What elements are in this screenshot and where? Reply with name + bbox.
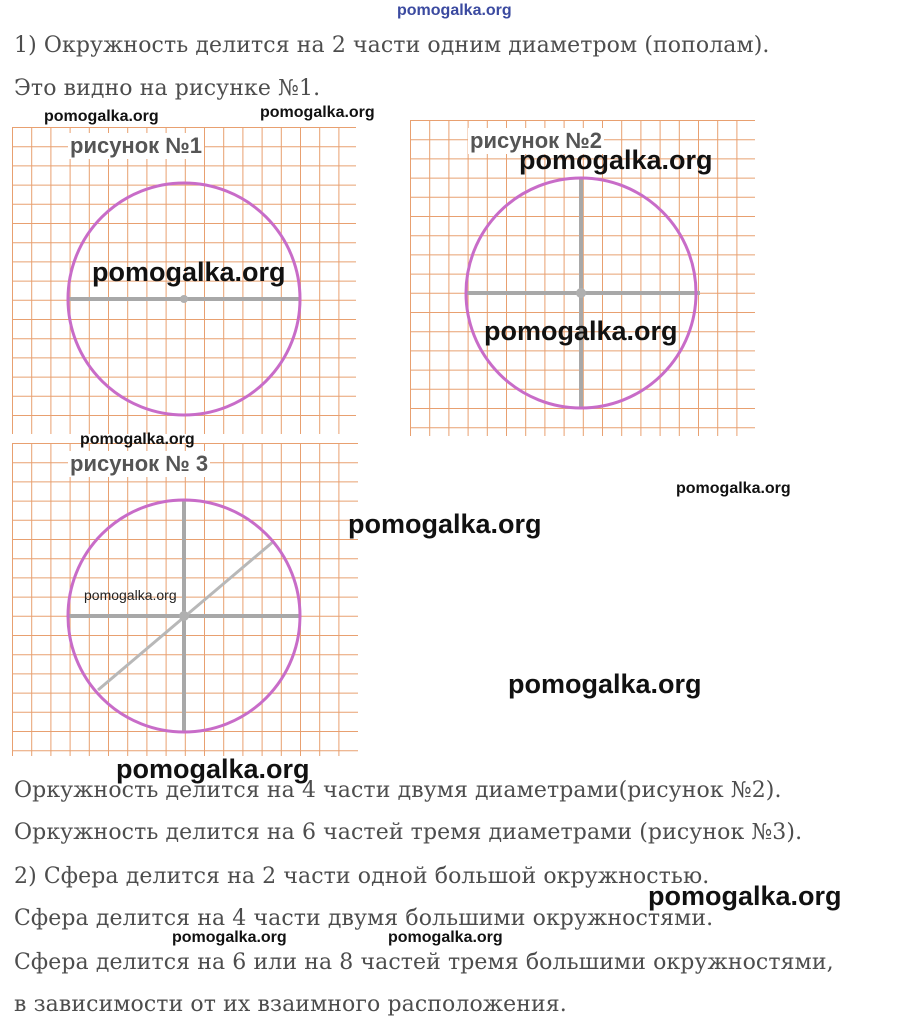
figure-3-center: [179, 611, 189, 621]
text-line-4: Оркужность делится на 6 частей тремя диаметрами (рисунок №3).: [14, 820, 803, 845]
watermark: pomogalka.org: [348, 509, 542, 539]
text-line-2: Это видно на рисунке №1.: [14, 76, 321, 101]
figure-1-center: [180, 295, 188, 303]
text-line-8: в зависимости от их взаимного расположения.: [14, 992, 567, 1017]
figure-3: [12, 443, 358, 756]
watermark: pomogalka.org: [84, 587, 177, 603]
watermark: pomogalka.org: [172, 929, 287, 946]
watermark: pomogalka.org: [116, 754, 310, 784]
watermark: pomogalka.org: [92, 257, 286, 287]
watermark: pomogalka.org: [260, 104, 375, 121]
watermark: pomogalka.org: [508, 669, 702, 699]
watermark-top: pomogalka.org: [397, 2, 512, 19]
watermark: pomogalka.org: [44, 108, 159, 125]
figure-1-label: рисунок №1: [70, 133, 203, 158]
figure-2-center: [576, 288, 586, 298]
watermark: pomogalka.org: [676, 480, 791, 497]
figure-2-label: рисунок №2: [470, 128, 603, 153]
watermark: pomogalka.org: [484, 316, 678, 346]
watermark: pomogalka.org: [519, 145, 713, 175]
text-line-7: Сфера делится на 6 или на 8 частей тремя большими окружностями,: [14, 950, 834, 975]
text-line-6: Сфера делится на 4 части двумя большими окружностями.: [14, 906, 714, 931]
figure-3-label: рисунок № 3: [70, 451, 209, 476]
text-line-1: 1) Окружность делится на 2 части одним диаметром (пополам).: [14, 33, 770, 58]
watermark: pomogalka.org: [80, 431, 195, 448]
watermark: pomogalka.org: [388, 929, 503, 946]
watermark: pomogalka.org: [648, 881, 842, 911]
figure-3-drawing: [12, 443, 358, 756]
text-line-5: 2) Сфера делится на 2 части одной большой окружностью.: [14, 864, 710, 889]
text-line-3: Оркужность делится на 4 части двумя диаметрами(рисунок №2).: [14, 778, 782, 803]
